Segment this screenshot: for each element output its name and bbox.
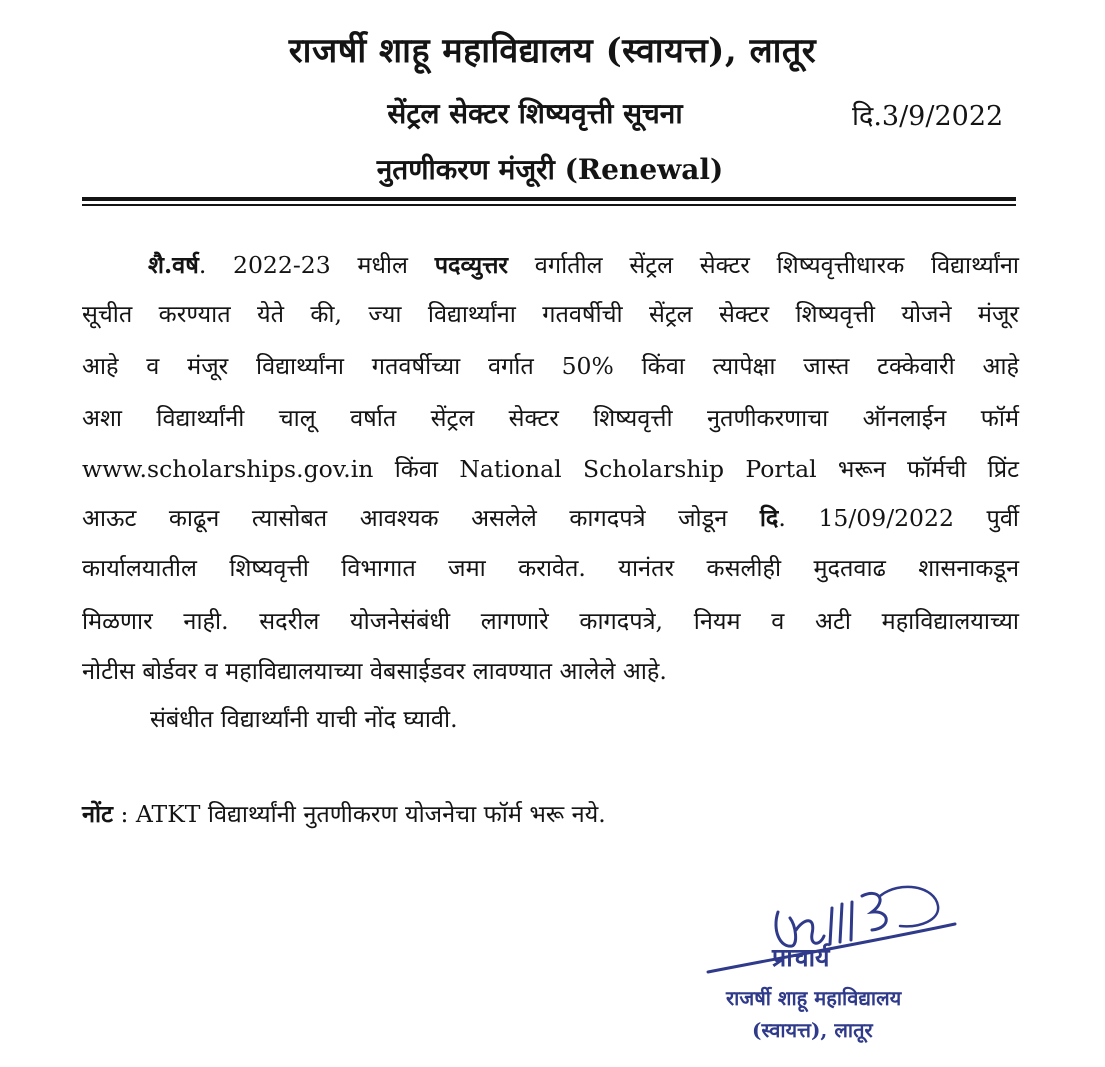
postgraduate-label: पदव्युत्तर bbox=[434, 251, 509, 279]
deadline-date: . 15/09/2022 पुर्वी bbox=[778, 504, 1019, 532]
body-line-3: आहे व मंजूर विद्यार्थ्यांना गतवर्षीच्या वर्गात 50% किंवा त्यापेक्षा जास्त टक्केवारी आहे bbox=[82, 352, 1019, 380]
body-text: आऊट काढून त्यासोबत आवश्यक असलेले कागदपत्रे जोडून bbox=[82, 504, 760, 532]
header-divider-thick bbox=[82, 197, 1016, 201]
note-line bbox=[82, 797, 606, 829]
college-name: राजर्षी शाहू महाविद्यालय (स्वायत्त), लातूर bbox=[288, 31, 817, 71]
renewal-title: नुतणीकरण मंजूरी (Renewal) bbox=[376, 153, 724, 186]
body-line-5: www.scholarships.gov.in किंवा National Scholarship Portal भरून फॉर्मची प्रिंट bbox=[82, 455, 1019, 483]
body-line-1 bbox=[82, 248, 1019, 280]
body-line-2: सूचीत करण्यात येते की, ज्या विद्यार्थ्यांना गतवर्षीची सेंट्रल सेक्टर शिष्यवृत्ती योजने मंजूर bbox=[82, 300, 1019, 328]
deadline-label: दि bbox=[759, 504, 779, 532]
note-label: नोंट bbox=[82, 800, 113, 828]
body-text: वर्गातील सेंट्रल सेक्टर शिष्यवृत्तीधारक विद्यार्थ्यांना bbox=[508, 251, 1019, 279]
acknowledge-line: संबंधीत विद्यार्थ्यांनी याची नोंद घ्यावी. bbox=[150, 705, 458, 733]
body-text: . 2022-23 मधील bbox=[198, 251, 435, 279]
principal-title: प्राचार्य bbox=[772, 943, 830, 972]
note-text: : ATKT विद्यार्थ्यांनी नुतणीकरण योजनेचा फॉर्म भरू नये. bbox=[112, 800, 606, 828]
stamp-college-location: (स्वायत्त), लातूर bbox=[752, 1018, 873, 1042]
principal-signature bbox=[700, 860, 970, 990]
body-line-8: मिळणार नाही. सदरील योजनेसंबंधी लागणारे कागदपत्रे, नियम व अटी महाविद्यालयाच्या bbox=[82, 607, 1019, 635]
notice-date: दि.3/9/2022 bbox=[852, 101, 1004, 132]
body-line-7: कार्यालयातील शिष्यवृत्ती विभागात जमा करावेत. यानंतर कसलीही मुदतवाढ शासनाकडून bbox=[82, 554, 1019, 582]
body-line-6 bbox=[82, 501, 1019, 533]
academic-year-label: शै.वर्ष bbox=[148, 251, 199, 279]
stamp-college-name: राजर्षी शाहू महाविद्यालय bbox=[726, 986, 902, 1010]
header-divider-thin bbox=[82, 204, 1016, 206]
body-line-4: अशा विद्यार्थ्यांनी चालू वर्षात सेंट्रल सेक्टर शिष्यवृत्ती नुतणीकरणाचा ऑनलाईन फॉर्म bbox=[82, 404, 1019, 432]
body-line-9: नोटीस बोर्डवर व महाविद्यालयाच्या वेबसाईडवर लावण्यात आलेले आहे. bbox=[82, 657, 667, 685]
notice-title: सेंट्रल सेक्टर शिष्यवृत्ती सूचना bbox=[387, 97, 683, 130]
